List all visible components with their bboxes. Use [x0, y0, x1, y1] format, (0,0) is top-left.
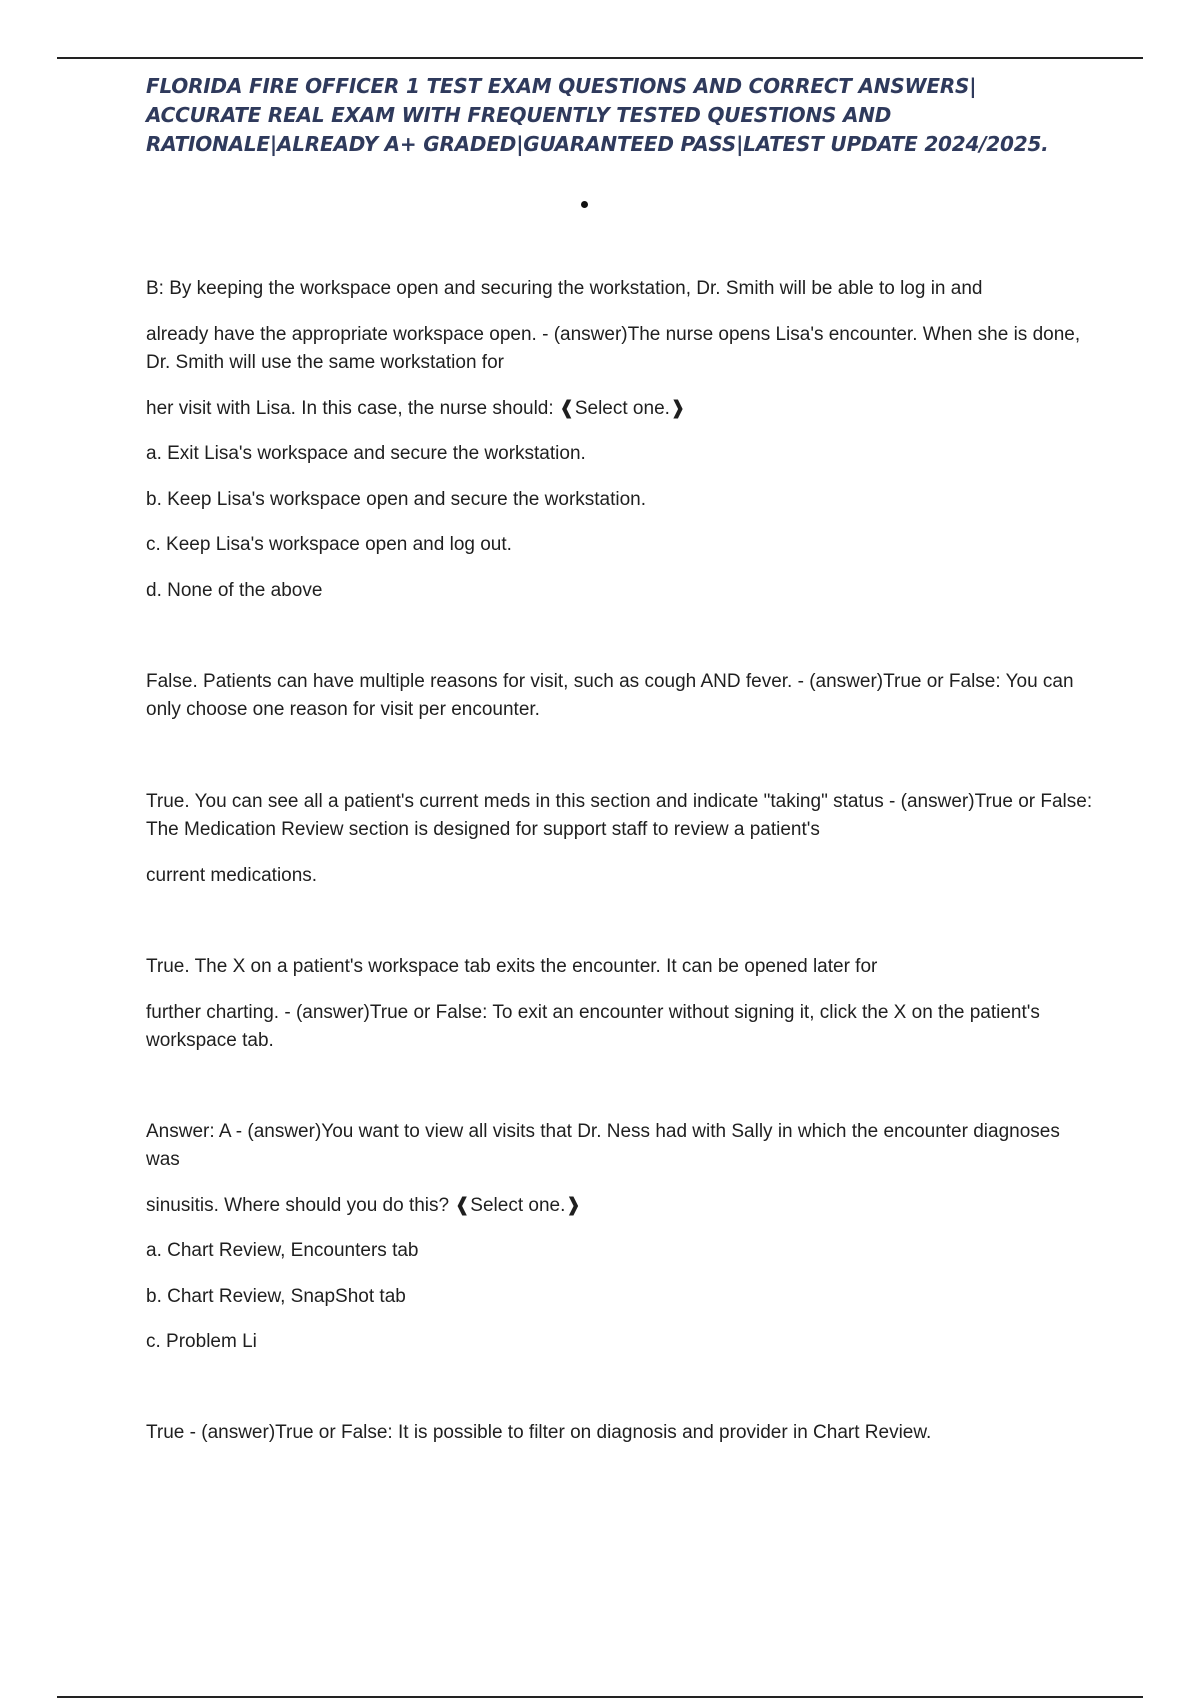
text-line: c. Problem Li [146, 1331, 257, 1352]
text-line: sinusitis. Where should you do this? ❰Select one.❱ [146, 1195, 582, 1216]
text-line: already have the appropriate workspace open. - (answer)The nurse opens Lisa's encounter. When she is done, Dr. Smith will use the same workstation for [146, 324, 1081, 373]
text-line: b. Chart Review, SnapShot tab [146, 1286, 406, 1307]
text-line: b. Keep Lisa's workspace open and secure the workstation. [146, 489, 647, 510]
top-divider [57, 57, 1143, 59]
text-line: False. Patients can have multiple reasons for visit, such as cough AND fever. - (answer)True or False: You can only choose one reason for visit per encounter. [146, 671, 1074, 720]
text-line: a. Chart Review, Encounters tab [146, 1240, 419, 1261]
text-line: her visit with Lisa. In this case, the nurse should: ❰Select one.❱ [146, 398, 686, 419]
document-title: FLORIDA FIRE OFFICER 1 TEST EXAM QUESTIONS AND CORRECT ANSWERS| ACCURATE REAL EXAM WITH FREQUENTLY TESTED QUESTIONS AND RATIONALE|ALREADY A+ GRADED|GUARANTEED PASS|LATEST UPDATE 2024/2025. [146, 74, 1049, 156]
bottom-divider [57, 1696, 1143, 1698]
text-line: Answer: A - (answer)You want to view all visits that Dr. Ness had with Sally in which the encounter diagnoses was [146, 1121, 1060, 1170]
bullet-point [581, 201, 588, 208]
text-line: d. None of the above [146, 580, 323, 601]
text-line: True. The X on a patient's workspace tab exits the encounter. It can be opened later for [146, 956, 878, 977]
text-line: c. Keep Lisa's workspace open and log out. [146, 534, 512, 555]
text-line: current medications. [146, 865, 318, 886]
text-line: further charting. - (answer)True or False: To exit an encounter without signing it, click the X on the patient's workspace tab. [146, 1002, 1040, 1051]
text-line: True - (answer)True or False: It is possible to filter on diagnosis and provider in Chart Review. [146, 1422, 932, 1443]
text-line: a. Exit Lisa's workspace and secure the workstation. [146, 443, 586, 464]
text-line: True. You can see all a patient's current meds in this section and indicate "taking" status - (answer)True or False: The Medication Review section is designed for support staff to review a patient's [146, 791, 1093, 840]
text-line: B: By keeping the workspace open and securing the workstation, Dr. Smith will be able to log in and [146, 278, 983, 299]
